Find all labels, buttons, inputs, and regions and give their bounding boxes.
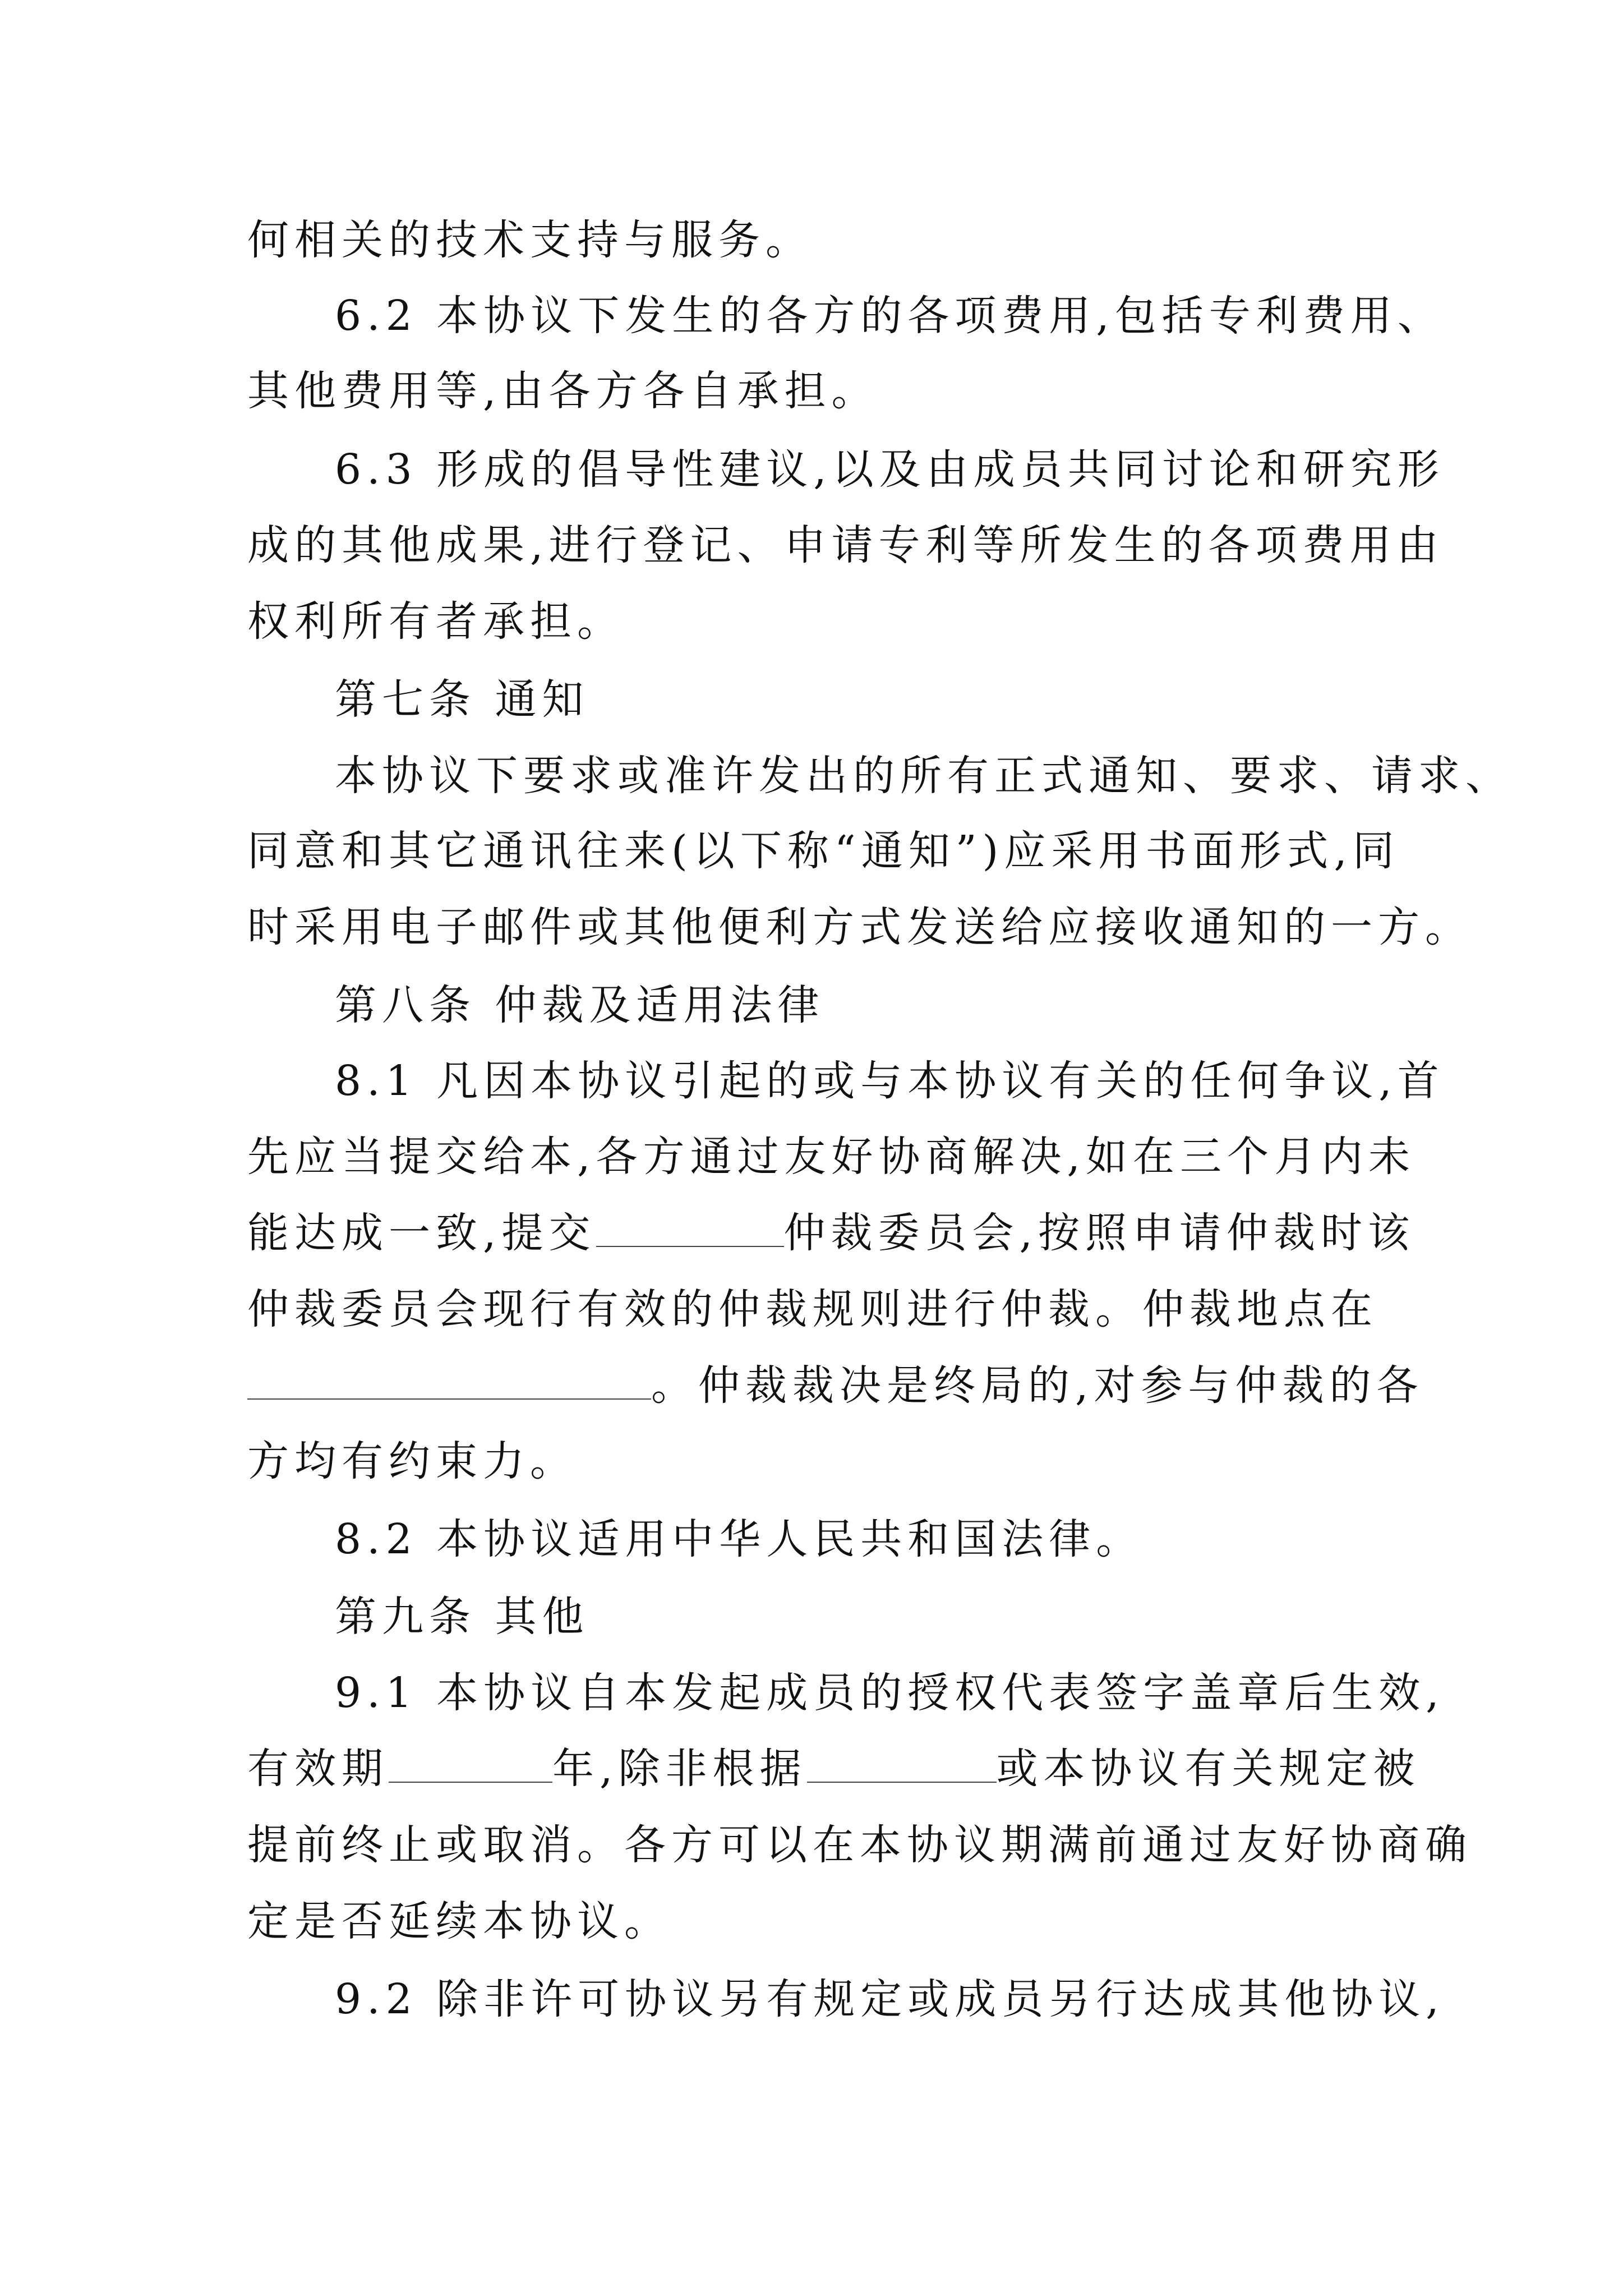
- heading-text: 第九条 其他: [335, 1593, 589, 1641]
- clause-8-1-line: [335, 1053, 1445, 1109]
- validity-years-blank: [389, 1747, 552, 1783]
- text: 其他费用等,由各方各自承担。: [247, 367, 879, 415]
- text: 成的其他成果,进行登记、申请专利等所发生的各项费用由: [247, 521, 1444, 569]
- paragraph-line: [247, 1817, 1472, 1873]
- paragraph-line: [247, 363, 879, 419]
- paragraph-line: [247, 1358, 1424, 1414]
- text: 有效期: [247, 1745, 389, 1793]
- clause-9-1-line: [335, 1665, 1445, 1721]
- text: 何相关的技术支持与服务。: [247, 216, 813, 264]
- paragraph-line: [247, 1205, 1415, 1261]
- text: 年,除非根据: [552, 1745, 807, 1793]
- paragraph-line: [247, 212, 813, 268]
- text: 9.2 除非许可协议另有规定或成员另行达成其他协议,: [335, 1975, 1445, 2023]
- heading-text: 第八条 仲裁及适用法律: [335, 981, 825, 1029]
- text: 同意和其它通讯往来(以下称“通知”)应采用书面形式,同: [247, 827, 1400, 875]
- text: 权利所有者承担。: [247, 597, 624, 646]
- paragraph-line: [247, 593, 624, 650]
- text: 本协议下要求或准许发出的所有正式通知、要求、请求、: [335, 752, 1513, 800]
- paragraph-line: [247, 1893, 671, 1949]
- paragraph-line: [335, 748, 1513, 804]
- paragraph-line: [247, 1129, 1415, 1185]
- paragraph-line: [247, 1281, 1378, 1337]
- text: 能达成一致,提交: [247, 1209, 596, 1257]
- text: 8.2 本协议适用中华人民共和国法律。: [335, 1515, 1144, 1563]
- text: 。仲裁裁决是终局的,对参与仲裁的各: [651, 1361, 1424, 1410]
- paragraph-line: [247, 899, 1472, 955]
- clause-6-2-line: [335, 288, 1445, 344]
- paragraph-line: [247, 823, 1400, 879]
- paragraph-line: [247, 1433, 577, 1489]
- arbitration-commission-blank: [596, 1211, 784, 1247]
- text: 6.3 形成的倡导性建议,以及由成员共同讨论和研究形: [335, 445, 1445, 494]
- text: 先应当提交给本,各方通过友好协商解决,如在三个月内未: [247, 1133, 1416, 1181]
- article-7-heading: [335, 671, 589, 728]
- text: 时采用电子邮件或其他便利方式发送给应接收通知的一方。: [247, 903, 1472, 951]
- text: 6.2 本协议下发生的各方的各项费用,包括专利费用、: [335, 292, 1445, 340]
- text: 仲裁委员会,按照申请仲裁时该: [783, 1209, 1415, 1257]
- article-8-heading: [335, 977, 825, 1033]
- text: 定是否延续本协议。: [247, 1897, 671, 1945]
- heading-text: 第七条 通知: [335, 675, 589, 724]
- clause-6-3-line: [335, 441, 1445, 498]
- text: 仲裁委员会现行有效的仲裁规则进行仲裁。仲裁地点在: [247, 1285, 1378, 1333]
- text: 9.1 本协议自本发起成员的授权代表签字盖章后生效,: [335, 1669, 1445, 1717]
- paragraph-line: [247, 1741, 1421, 1797]
- clause-9-2-line: [335, 1971, 1445, 2027]
- text: 方均有约束力。: [247, 1437, 577, 1485]
- text: 或本协议有关规定被: [996, 1745, 1421, 1793]
- termination-basis-blank: [807, 1747, 997, 1783]
- paragraph-line: [247, 517, 1444, 573]
- text: 提前终止或取消。各方可以在本协议期满前通过友好协商确: [247, 1821, 1472, 1869]
- clause-8-2-line: [335, 1511, 1143, 1567]
- text: 8.1 凡因本协议引起的或与本协议有关的任何争议,首: [335, 1057, 1445, 1105]
- arbitration-location-blank: [247, 1364, 651, 1400]
- article-9-heading: [335, 1589, 589, 1645]
